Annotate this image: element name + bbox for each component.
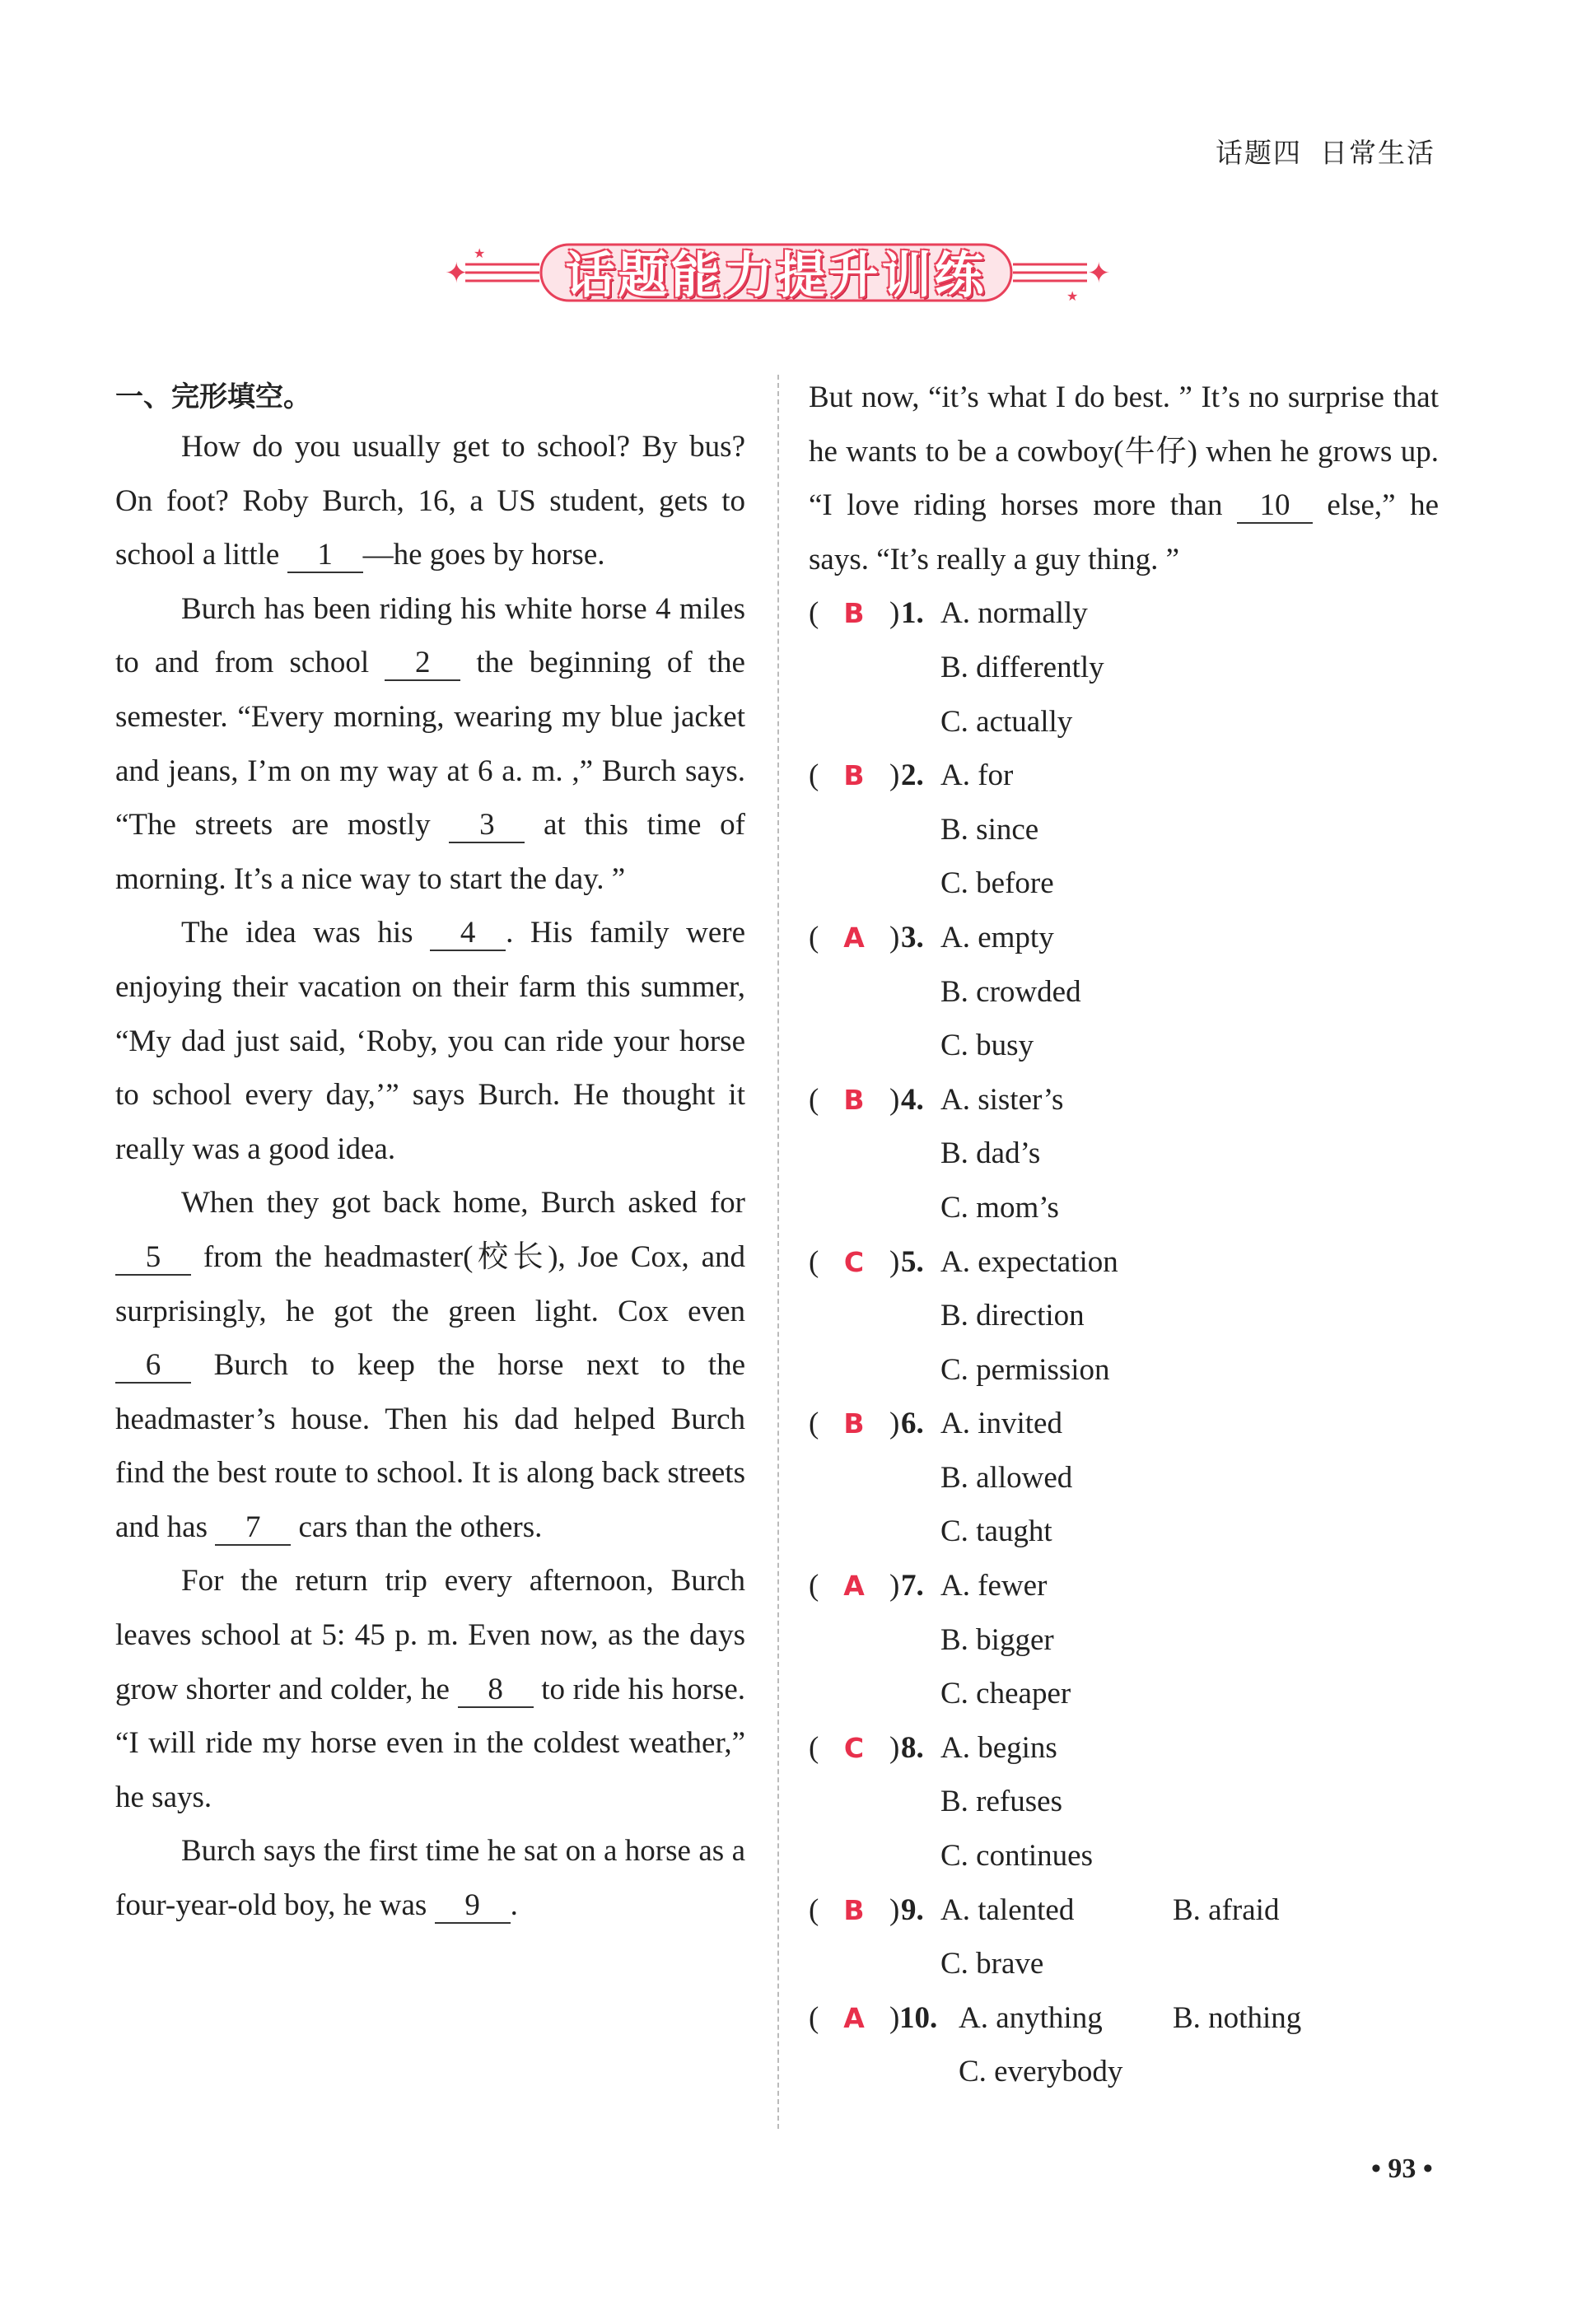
paragraph: But now, “it’s what I do best. ” It’s no surprise that he wants to be a cowboy(牛仔) when he grows up. “I love riding horses more than 10 else,” he says. “It’s really a guy thing. ” bbox=[809, 380, 1440, 576]
option-a: A. expectation bbox=[940, 1244, 1118, 1279]
blank-3: 3 bbox=[449, 809, 525, 843]
svg-text:★: ★ bbox=[1066, 288, 1079, 304]
option-c: C. permission bbox=[940, 1352, 1110, 1387]
answer-mark: A bbox=[843, 921, 865, 954]
option-a: A. fewer bbox=[940, 1569, 1048, 1603]
topic-label: 话题四 bbox=[1216, 137, 1302, 169]
question-row: ( B ) 2. A. for bbox=[809, 749, 1439, 803]
blank-9: 9 bbox=[435, 1889, 511, 1924]
option-c: C. before bbox=[940, 866, 1054, 901]
svg-text:★: ★ bbox=[474, 245, 486, 261]
blank-8: 8 bbox=[458, 1673, 534, 1708]
question-row: ( A ) 7. A. fewer bbox=[809, 1559, 1439, 1613]
subject-label: 日常生活 bbox=[1320, 137, 1435, 169]
blank-4: 4 bbox=[430, 917, 506, 951]
option-c: C. everybody bbox=[959, 2055, 1123, 2089]
option-b: B. since bbox=[940, 812, 1039, 847]
option-b: B. afraid bbox=[1173, 1892, 1280, 1927]
option-c: C. mom’s bbox=[940, 1190, 1059, 1225]
section-banner bbox=[441, 235, 1112, 309]
paragraph: The idea was his 4 . His family were enjoying their vacation on their farm this summer, “My dad just said, ‘Roby, you can ride your horse to school every day,’” says Burch. He thought it really was a good idea. bbox=[115, 916, 745, 1166]
option-b: B. crowded bbox=[940, 974, 1081, 1009]
question-row: ( C ) 8. A. begins bbox=[809, 1721, 1439, 1776]
option-a: A. sister’s bbox=[940, 1082, 1064, 1117]
answer-mark: B bbox=[843, 1407, 865, 1440]
option-b: B. refuses bbox=[940, 1785, 1062, 1819]
option-a: A. talented bbox=[940, 1892, 1075, 1927]
answer-mark: B bbox=[843, 1083, 865, 1116]
blank-2: 2 bbox=[385, 646, 460, 681]
paragraph: For the return trip every afternoon, Burch leaves school at 5: 45 p. m. Even now, as the days grow shorter and colder, he 8 to ride his horse. “I will ride my horse even in the coldest weather,” he says. bbox=[115, 1564, 745, 1814]
option-a: A. for bbox=[940, 758, 1014, 793]
passage-column bbox=[115, 371, 745, 1933]
blank-6: 6 bbox=[115, 1349, 191, 1384]
answer-mark: B bbox=[843, 1893, 865, 1926]
question-row: ( B ) 6. A. invited bbox=[809, 1397, 1439, 1451]
question-row: ( B ) 4. A. sister’s bbox=[809, 1073, 1439, 1127]
question-row: ( A ) 10. A. anything B. nothing bbox=[809, 1991, 1439, 2046]
blank-5: 5 bbox=[115, 1241, 191, 1276]
page-number: • 93 • bbox=[1371, 2154, 1433, 2184]
paragraph: Burch says the first time he sat on a horse as a four-year-old boy, he was 9 . bbox=[115, 1834, 745, 1923]
option-b: B. dad’s bbox=[940, 1136, 1041, 1171]
answer-mark: C bbox=[843, 1731, 865, 1764]
option-b: B. allowed bbox=[940, 1460, 1073, 1495]
section-title: 一、完形填空。 bbox=[115, 380, 311, 413]
paragraph: Burch has been riding his white horse 4 miles to and from school 2 the beginning of the semester. “Every morning, wearing my blue jacket and jeans, I’m on my way at 6 a. m. ,” Burch says. “The streets are mostly 3 at this time of morning. It’s a nice way to start the day. ” bbox=[115, 591, 745, 896]
option-a: A. empty bbox=[940, 920, 1054, 954]
question-row: ( B ) 1. A. normally bbox=[809, 586, 1439, 641]
answer-mark: C bbox=[843, 1245, 865, 1278]
option-c: C. continues bbox=[940, 1839, 1093, 1874]
blank-7: 7 bbox=[215, 1511, 291, 1546]
banner-title: 话题能力提升训练 bbox=[565, 247, 987, 305]
questions-column bbox=[809, 371, 1439, 2099]
svg-text:✦: ✦ bbox=[445, 257, 469, 290]
option-b: B. bigger bbox=[940, 1622, 1054, 1657]
option-b: B. nothing bbox=[1173, 2000, 1302, 2035]
paragraph: When they got back home, Burch asked for 5 from the headmaster(校长), Joe Cox, and surprisingly, he got the green light. Cox even 6 Burch to keep the horse next to the headmaster’s house. Then his dad helped Burch find the best route to school. It is along back streets and has 7 cars than the others. bbox=[115, 1186, 745, 1544]
question-row: ( A ) 3. A. empty bbox=[809, 911, 1439, 965]
option-b: B. differently bbox=[940, 650, 1104, 684]
blank-1: 1 bbox=[287, 539, 363, 573]
page-header bbox=[1216, 132, 1435, 170]
option-c: C. cheaper bbox=[940, 1677, 1071, 1711]
question-row: ( B ) 9. A. talented B. afraid bbox=[809, 1883, 1439, 1938]
question-row: ( C ) 5. A. expectation bbox=[809, 1235, 1439, 1290]
answer-mark: B bbox=[843, 597, 865, 630]
option-a: A. begins bbox=[940, 1730, 1057, 1765]
answer-mark: A bbox=[843, 1570, 865, 1603]
option-c: C. busy bbox=[940, 1029, 1034, 1063]
option-a: A. normally bbox=[940, 596, 1088, 631]
option-a: A. anything bbox=[959, 2000, 1103, 2035]
answer-mark: A bbox=[843, 2001, 865, 2034]
paragraph: How do you usually get to school? By bus? On foot? Roby Burch, 16, a US student, gets to school a little 1 —he goes by horse. bbox=[115, 430, 745, 572]
answer-mark: B bbox=[843, 759, 865, 792]
svg-text:✦: ✦ bbox=[1087, 257, 1111, 290]
column-divider bbox=[777, 375, 779, 2129]
option-b: B. direction bbox=[940, 1299, 1085, 1333]
blank-10: 10 bbox=[1237, 489, 1313, 524]
option-c: C. brave bbox=[940, 1947, 1044, 1981]
option-c: C. actually bbox=[940, 704, 1073, 739]
option-c: C. taught bbox=[940, 1514, 1052, 1549]
option-a: A. invited bbox=[940, 1407, 1062, 1441]
